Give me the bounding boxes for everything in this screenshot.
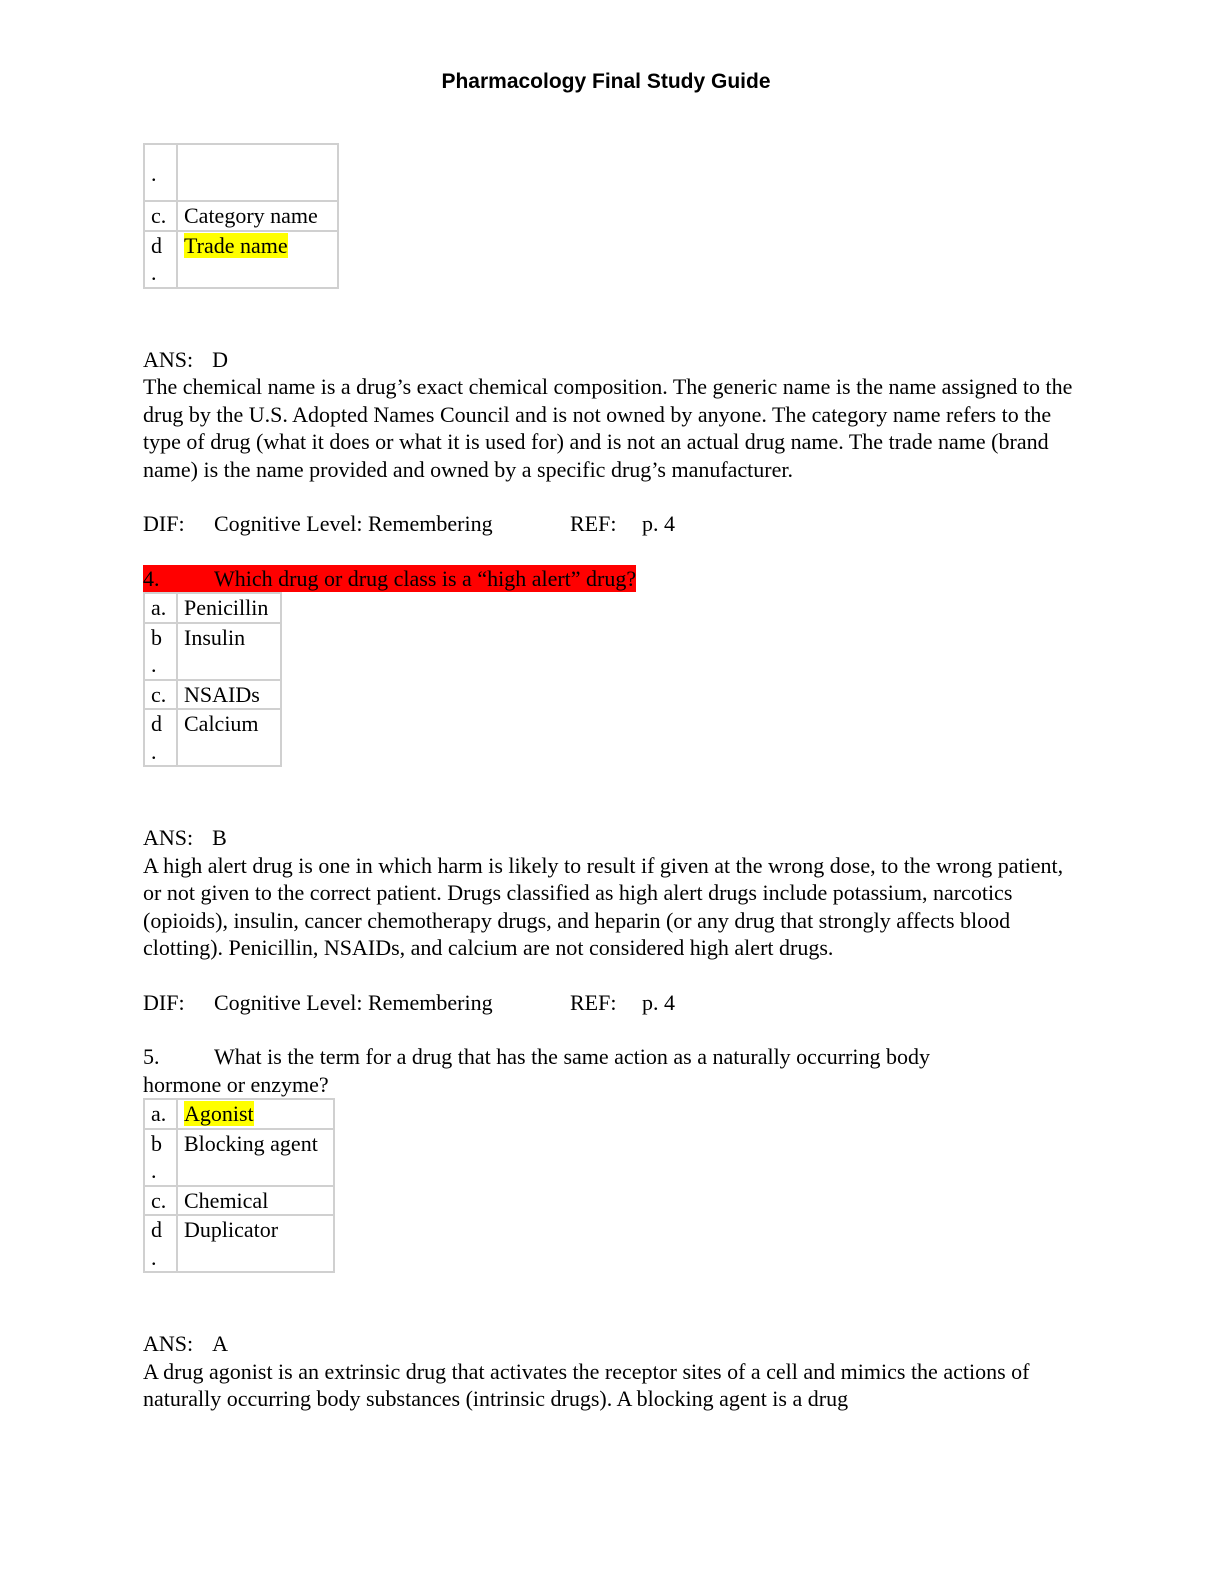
- option-text: Duplicator: [177, 1215, 334, 1272]
- answer-line: ANS: D: [143, 346, 229, 372]
- table-row: [144, 1099, 334, 1129]
- option-letter: d .: [144, 231, 177, 288]
- page-title: Pharmacology Final Study Guide: [441, 70, 771, 93]
- table-row: [144, 1186, 334, 1216]
- rationale-text: The chemical name is a drug’s exact chemical composition. The generic name is the name assigned to the drug by the U.S. Adopted Names Council and is not owned by anyone. The category name refers to the type of drug (what it does or what it is used for) and is not an actual drug name. The trade name (brand name) is the name provided and owned by a specific drug’s manufacturer.: [143, 374, 1073, 482]
- answer-line: ANS: A: [143, 1331, 229, 1356]
- question-stem: 5. What is the term for a drug that has the same action as a naturally occurring body: [143, 1044, 930, 1069]
- dif-ref-line: DIF: Cognitive Level: Remembering REF: p. 4: [143, 989, 675, 1015]
- option-text: Chemical: [177, 1186, 334, 1216]
- table-row: [144, 201, 338, 231]
- document-body: [143, 143, 1083, 1413]
- q4-options-table: [143, 592, 282, 767]
- option-text: Insulin: [177, 623, 281, 680]
- table-row: [144, 623, 281, 680]
- option-letter: a.: [144, 1099, 177, 1129]
- option-text: Penicillin: [177, 593, 281, 623]
- rationale-text: A high alert drug is one in which harm is likely to result if given at the wrong dose, to the wrong patient, or not given to the correct patient. Drugs classified as high alert drugs include potassium, narcotics (opioids), insulin, cancer chemotherapy drugs, and heparin (or any drug that strongly affects blood clotting). Penicillin, NSAIDs, and calcium are not considered high alert drugs.: [143, 852, 1064, 960]
- table-row: [144, 231, 338, 288]
- option-text: [177, 1099, 334, 1129]
- option-letter: c.: [144, 680, 177, 710]
- answer-value: D: [212, 346, 229, 372]
- option-text: Blocking agent: [177, 1129, 334, 1186]
- option-text: [177, 231, 338, 288]
- option-letter: d .: [144, 1215, 177, 1272]
- option-letter: a.: [144, 593, 177, 623]
- answer-line: ANS: B: [143, 825, 227, 850]
- correct-answer-highlight: Agonist: [184, 1101, 254, 1126]
- dif-ref-line: DIF: Cognitive Level: Remembering REF: p. 4: [143, 511, 675, 536]
- table-row: [144, 144, 338, 201]
- table-row: [144, 593, 281, 623]
- option-text: [177, 144, 338, 201]
- table-row: [144, 680, 281, 710]
- option-letter: .: [144, 144, 177, 201]
- question-highlight: 4. Which drug or drug class is a “high alert” drug?: [143, 565, 637, 591]
- option-text: Category name: [177, 201, 338, 231]
- q3-options-table: [143, 143, 339, 289]
- question-stem: [143, 565, 1083, 593]
- q5-options-table: [143, 1098, 335, 1273]
- option-text: NSAIDs: [177, 680, 281, 710]
- table-row: [144, 1215, 334, 1272]
- question-stem-cont: hormone or enzyme?: [143, 1071, 329, 1097]
- correct-answer-highlight: Trade name: [184, 232, 288, 258]
- option-letter: b .: [144, 623, 177, 680]
- option-letter: c.: [144, 1186, 177, 1216]
- table-row: [144, 1129, 334, 1186]
- answer-value: A: [212, 1331, 229, 1356]
- option-letter: d .: [144, 709, 177, 766]
- table-row: [144, 709, 281, 766]
- answer-value: B: [212, 825, 227, 850]
- option-letter: c.: [144, 201, 177, 231]
- rationale-text: A drug agonist is an extrinsic drug that activates the receptor sites of a cell and mimics the actions of naturally occurring body substances (intrinsic drugs). A blocking agent is a drug: [143, 1358, 1030, 1411]
- option-text: Calcium: [177, 709, 281, 766]
- option-letter: b .: [144, 1129, 177, 1186]
